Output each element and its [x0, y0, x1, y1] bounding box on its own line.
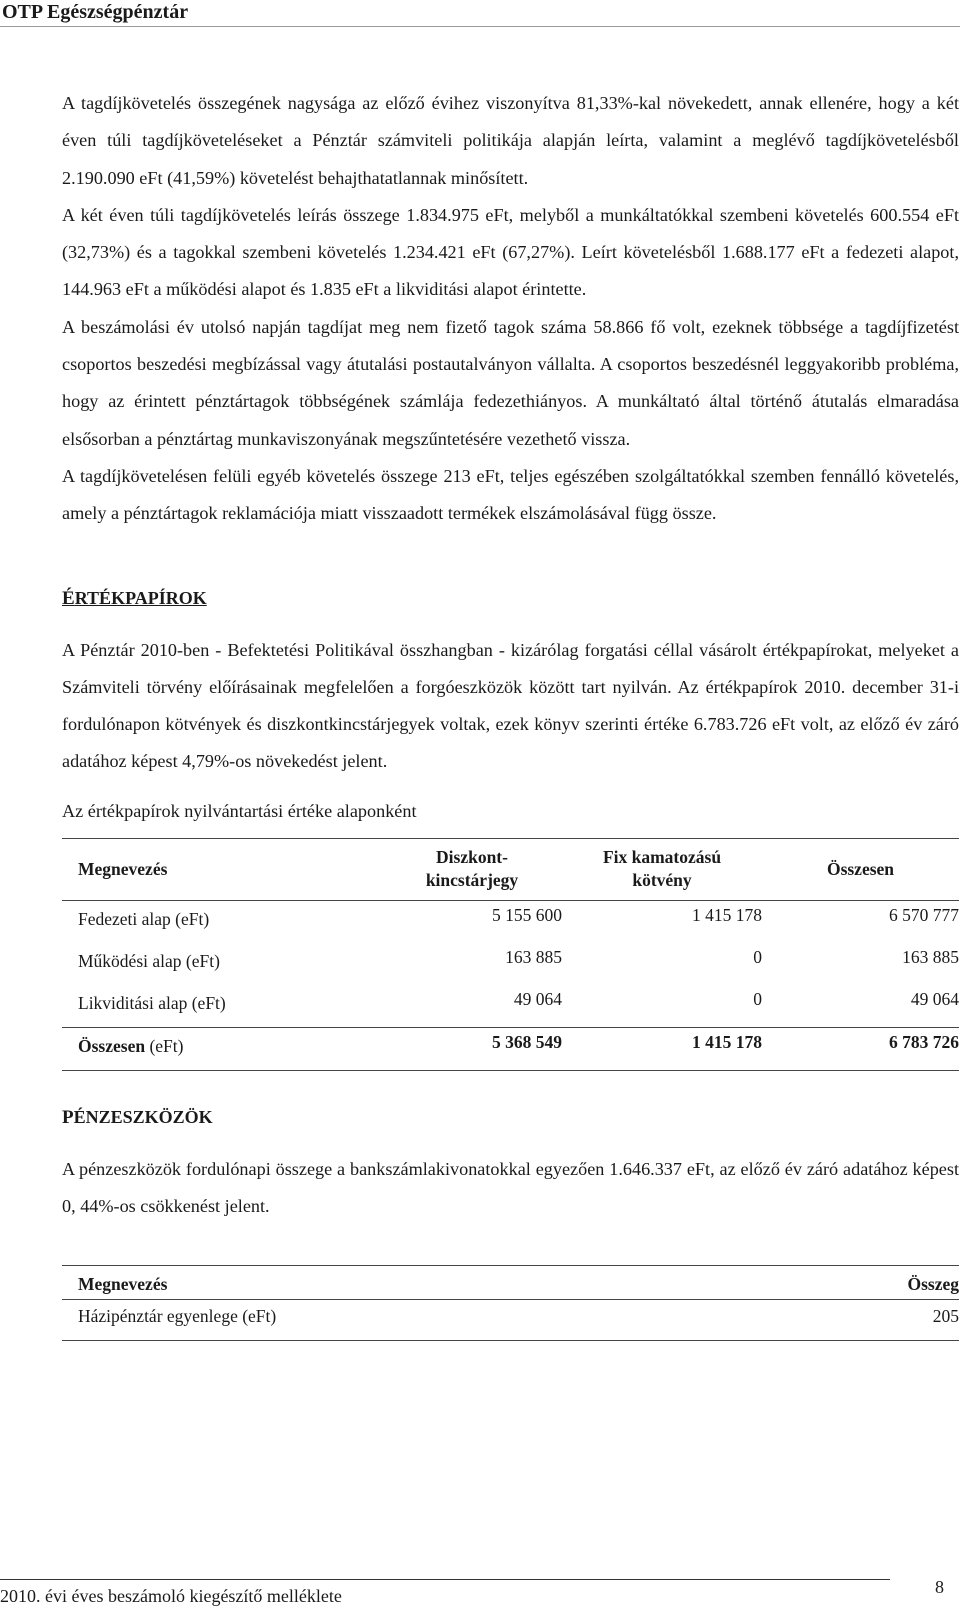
table-header-row	[62, 1266, 959, 1300]
cell-fixed: 0	[753, 988, 762, 1009]
table-total-row	[62, 1027, 959, 1070]
row-name: Likviditási alap (eFt)	[78, 992, 226, 1013]
table-row	[62, 943, 959, 985]
header-line: Fix kamatozású	[602, 847, 722, 868]
cell-total: 163 885	[902, 946, 959, 967]
cell-fixed: 1 415 178	[692, 904, 762, 925]
document-body	[62, 85, 959, 1341]
cell-discount-total: 5 368 549	[492, 1031, 562, 1052]
title-rest: ÉNZESZKÖZÖK	[73, 1106, 213, 1127]
header-line: kötvény	[632, 870, 692, 891]
header-line: Diszkont-	[436, 847, 508, 868]
page-number: 8	[935, 1577, 944, 1597]
paragraph: A beszámolási év utolsó napján tagdíjat meg nem fizető tagok száma 58.866 fő volt, ezeknek többsége a tagdíjfizetést csoportos beszedési megbízással vagy átutalási postautalványon vállalta. A csoportos beszedésnél leggyakoribb probléma, hogy az érintett pénztártagok többségének számlája fedezethiányos. A munkáltató által történő átutalás elmaradása elsősorban a pénztártag munkaviszonyának megszűntetésére vezethető vissza.	[62, 316, 959, 449]
section-title-securities	[62, 588, 959, 610]
table-row	[62, 1300, 959, 1341]
securities-table	[62, 838, 959, 1071]
title-rest: RTÉKPAPÍROK	[74, 587, 207, 608]
cell-discount: 163 885	[505, 946, 562, 967]
paragraph: A tagdíjkövetelés összegének nagysága az előző évihez viszonyítva 81,33%-kal növekedett, annak ellenére, hogy a két éven túli tagdíjköveteléseket a Pénztár számviteli politikája alapján leírta, valamint a meglévő tagdíjkövetelésből 2.190.090 eFt (41,59%) követelést behajthatatlannak minősített.	[62, 93, 959, 188]
total-unit: (eFt)	[145, 1035, 184, 1056]
cell-grand-total: 6 783 726	[889, 1031, 959, 1052]
section-title-cash	[62, 1107, 959, 1129]
footer-text: 2010. évi éves beszámoló kiegészítő melléklete	[0, 1586, 342, 1606]
col-header-discount	[382, 838, 562, 900]
col-header-name: Megnevezés	[78, 858, 168, 879]
document-title: OTP Egészségpénztár	[2, 1, 189, 23]
total-label: Összesen	[78, 1035, 146, 1056]
table-row	[62, 985, 959, 1028]
paragraph: A Pénztár 2010-ben - Befektetési Politikával összhangban - kizárólag forgatási céllal vásárolt értékpapírokat, melyeket a Számviteli törvény előírásainak megfelelően a forgóeszközök között tart nyilván. Az értékpapírok 2010. december 31-i fordulónapon kötvények és diszkontkincstárjegyek voltak, ezek könyv szerinti értéke 6.783.726 eFt volt, az előző év záró adatához képest 4,79%-os növekedést jelent.	[62, 639, 959, 772]
title-initial: É	[62, 587, 75, 609]
cell-total: 49 064	[910, 988, 959, 1009]
paragraph: A két éven túli tagdíjkövetelés leírás összege 1.834.975 eFt, melyből a munkáltatókkal szembeni követelés 600.554 eFt (32,73%) és a tagokkal szembeni követelés 1.234.421 eFt (67,27%). Leírt követelésből 1.688.177 eFt a fedezeti alapot, 144.963 eFt a működési alapot és 1.835 eFt a likviditási alapot érintette.	[62, 204, 959, 300]
header-line: kincstárjegy	[425, 870, 519, 891]
table-caption: Az értékpapírok nyilvántartási értéke alaponként	[62, 800, 417, 821]
cell-fixed: 0	[753, 946, 762, 967]
table-header-row	[62, 838, 959, 900]
total-row-name	[62, 1027, 382, 1070]
row-name: Házipénztár egyenlege (eFt)	[78, 1306, 277, 1327]
paragraph: A tagdíjkövetelésen felüli egyéb követelés összege 213 eFt, teljes egészében szolgáltatókkal szemben fennálló követelés, amely a pénztártagok reklamációja miatt visszaadott termékek elszámolásával függ össze.	[62, 465, 959, 524]
col-header-name: Megnevezés	[78, 1274, 168, 1295]
cash-table	[62, 1265, 959, 1341]
col-header-fixed	[562, 838, 762, 900]
footer-divider	[0, 1579, 890, 1580]
col-header-amount: Összeg	[907, 1274, 959, 1295]
row-name: Működési alap (eFt)	[78, 950, 220, 971]
cell-total: 6 570 777	[889, 904, 959, 925]
table-row	[62, 900, 959, 943]
paragraph: A pénzeszközök fordulónapi összege a bankszámlakivonatokkal egyezően 1.646.337 eFt, az előző év záró adatához képest 0, 44%-os csökkenést jelent.	[62, 1158, 959, 1217]
cell-discount: 5 155 600	[492, 904, 562, 925]
cell-discount: 49 064	[513, 988, 562, 1009]
page-header	[0, 0, 960, 27]
cell-amount: 205	[932, 1306, 959, 1327]
title-initial: P	[62, 1106, 74, 1128]
row-name: Fedezeti alap (eFt)	[78, 908, 210, 929]
cell-fixed-total: 1 415 178	[692, 1031, 762, 1052]
col-header-total: Összesen	[826, 858, 895, 879]
